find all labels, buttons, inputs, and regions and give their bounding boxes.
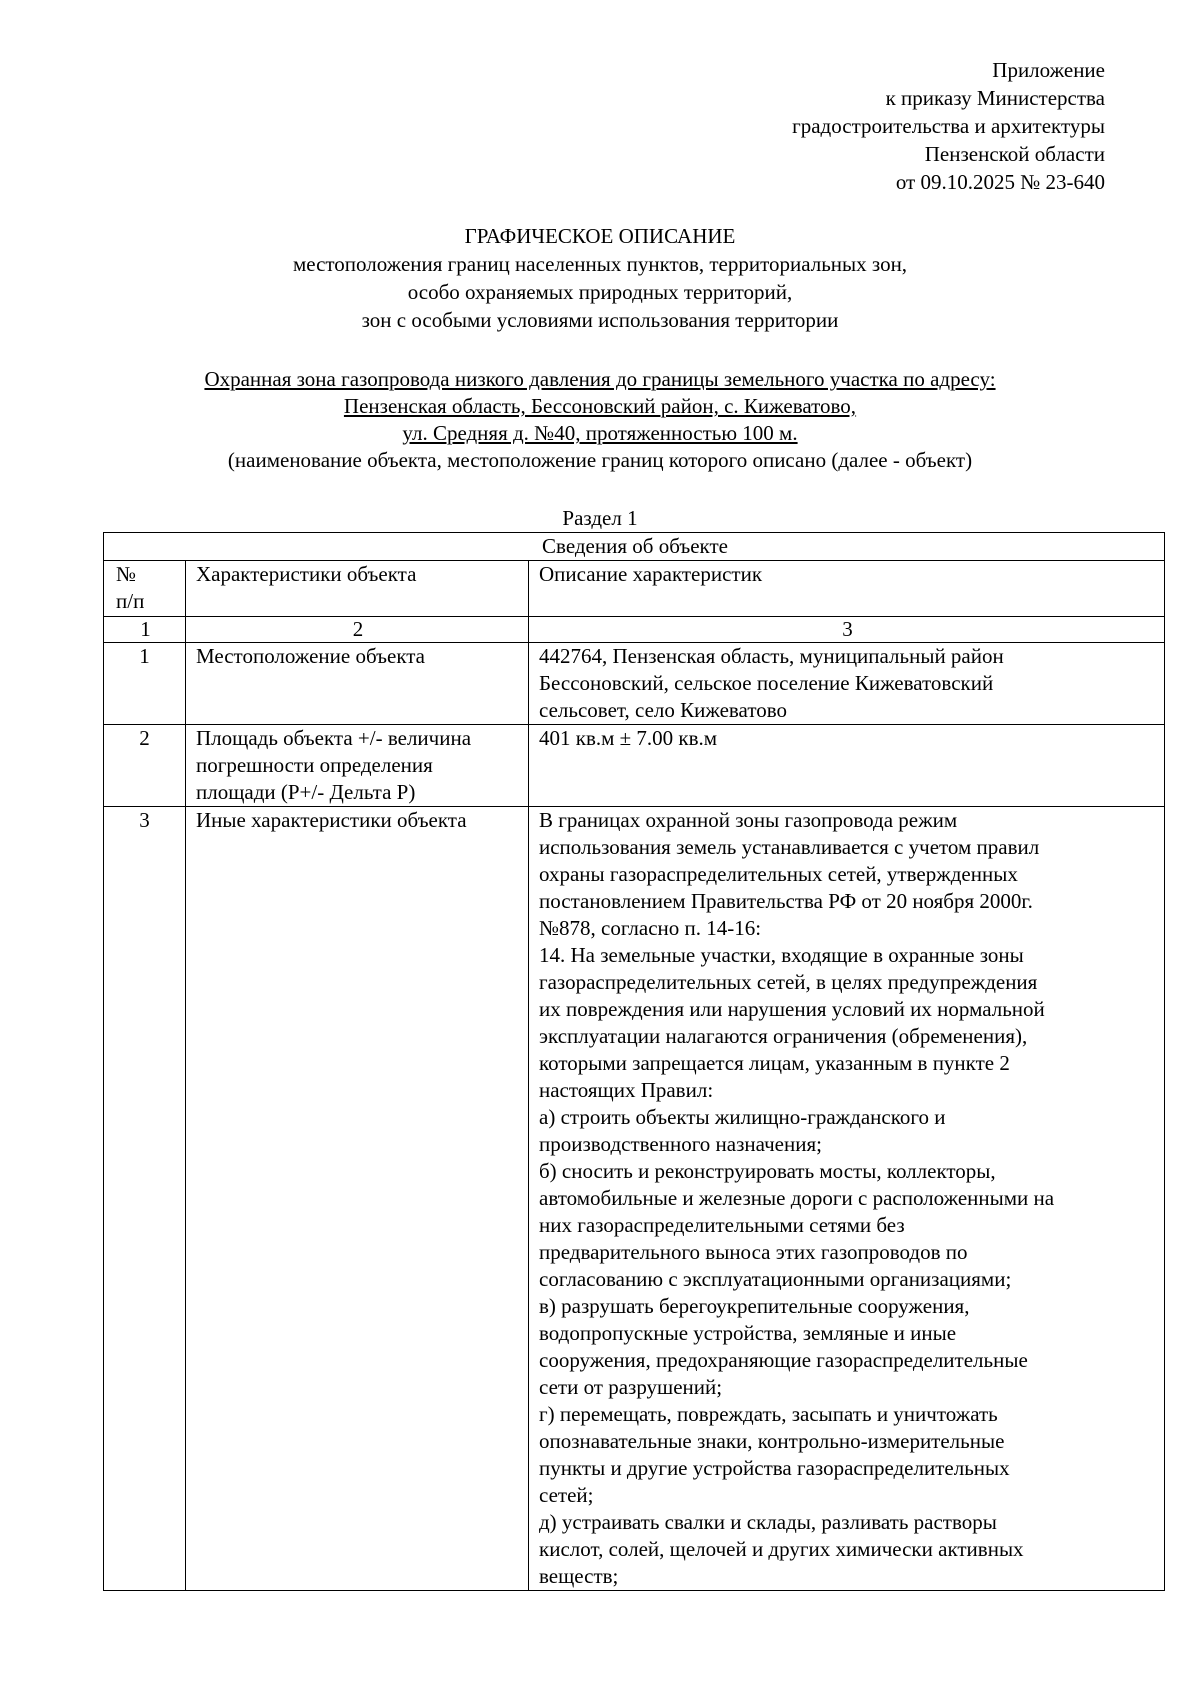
text-line: водопропускные устройства, земляные и иные [539,1321,957,1345]
text-line: веществ; [539,1564,619,1588]
table-row [104,643,1165,725]
text-line: Площадь объекта +/- величина [196,726,472,750]
approval-line: Пензенской области [924,142,1105,166]
document-title-line: местоположения границ населенных пунктов, территориальных зон, [292,252,908,276]
approval-line: от 09.10.2025 № 23-640 [895,170,1105,194]
text-line: сети от разрушений; [539,1375,723,1399]
text-line: сельсовет, село Кижеватово [539,698,788,722]
text-line: Иные характеристики объекта [196,808,467,832]
document-title-main: ГРАФИЧЕСКОЕ ОПИСАНИЕ [464,224,736,248]
text-line: в) разрушать берегоукрепительные сооружения, [539,1294,970,1318]
text-line: 14. На земельные участки, входящие в охранные зоны [539,943,1024,967]
text-line: Местоположение объекта [196,644,426,668]
text-line: эксплуатации налагаются ограничения (обременения), [539,1024,1028,1048]
text-line: газораспределительных сетей, в целях предупреждения [539,970,1038,994]
text-line: 401 кв.м ± 7.00 кв.м [539,726,718,750]
document-title [0,222,1200,334]
text-line: производственного назначения; [539,1132,822,1156]
text-line: опознавательные знаки, контрольно-измерительные [539,1429,1005,1453]
column-header-num [104,561,186,617]
text-line: предварительного выноса этих газопроводов по [539,1240,968,1264]
row-characteristic [186,643,529,725]
table-title: Сведения об объекте [104,533,1165,561]
text-line: а) строить объекты жилищно-гражданского и [539,1105,946,1129]
column-header-characteristic: Характеристики объекта [186,561,529,617]
table-title-row [104,533,1165,561]
text-line: г) перемещать, повреждать, засыпать и уничтожать [539,1402,998,1426]
row-number: 1 [104,643,186,725]
row-number: 2 [104,725,186,807]
text-line: площади (Р+/- Дельта Р) [196,780,416,804]
column-header-description: Описание характеристик [529,561,1165,617]
text-line: сооружения, предохраняющие газораспределительные [539,1348,1028,1372]
column-header-num-line: № [116,562,137,586]
approval-header [792,56,1105,196]
column-header-num-line: п/п [116,589,145,613]
text-line: постановлением Правительства РФ от 20 ноября 2000г. [539,889,1033,913]
row-characteristic [186,807,529,1591]
object-name-line: Пензенская область, Бессоновский район, с. Кижеватово, [343,394,857,418]
text-line: настоящих Правил: [539,1078,714,1102]
text-line: согласованию с эксплуатационными организациями; [539,1267,1012,1291]
approval-line: градостроительства и архитектуры [792,114,1105,138]
text-line: 442764, Пензенская область, муниципальный район [539,644,1004,668]
text-line: №878, согласно п. 14-16: [539,916,762,940]
document-title-line: зон с особыми условиями использования территории [361,308,839,332]
column-index: 2 [186,617,529,643]
text-line: которыми запрещается лицам, указанным в пункте 2 [539,1051,1010,1075]
section-title: Раздел 1 [562,506,638,530]
row-description [529,807,1165,1591]
text-line: кислот, солей, щелочей и других химически активных [539,1537,1024,1561]
row-characteristic [186,725,529,807]
row-description [529,725,1165,807]
text-line: сетей; [539,1483,594,1507]
column-index-row [104,617,1165,643]
object-name-note: (наименование объекта, местоположение границ которого описано (далее - объект) [227,448,973,472]
object-name-line: ул. Средняя д. №40, протяженностью 100 м. [402,421,798,445]
object-info-table [103,532,1165,1591]
document-title-line: особо охраняемых природных территорий, [407,280,793,304]
column-index: 3 [529,617,1165,643]
approval-line: Приложение [992,58,1105,82]
text-line: автомобильные и железные дороги с расположенными на [539,1186,1055,1210]
text-line: их повреждения или нарушения условий их нормальной [539,997,1045,1021]
table-header-row [104,561,1165,617]
text-line: охраны газораспределительных сетей, утвержденных [539,862,1018,886]
approval-line: к приказу Министерства [885,86,1105,110]
table-row [104,807,1165,1591]
text-line: Бессоновский, сельское поселение Кижеватовский [539,671,994,695]
column-index: 1 [104,617,186,643]
text-line: них газораспределительными сетями без [539,1213,905,1237]
object-name-line: Охранная зона газопровода низкого давления до границы земельного участка по адресу: [204,367,996,391]
object-name-block [0,366,1200,474]
text-line: б) сносить и реконструировать мосты, коллекторы, [539,1159,996,1183]
text-line: использования земель устанавливается с учетом правил [539,835,1040,859]
text-line: пункты и другие устройства газораспределительных [539,1456,1010,1480]
text-line: погрешности определения [196,753,433,777]
text-line: д) устраивать свалки и склады, разливать растворы [539,1510,997,1534]
row-description [529,643,1165,725]
table-row [104,725,1165,807]
text-line: В границах охранной зоны газопровода режим [539,808,958,832]
row-number: 3 [104,807,186,1591]
